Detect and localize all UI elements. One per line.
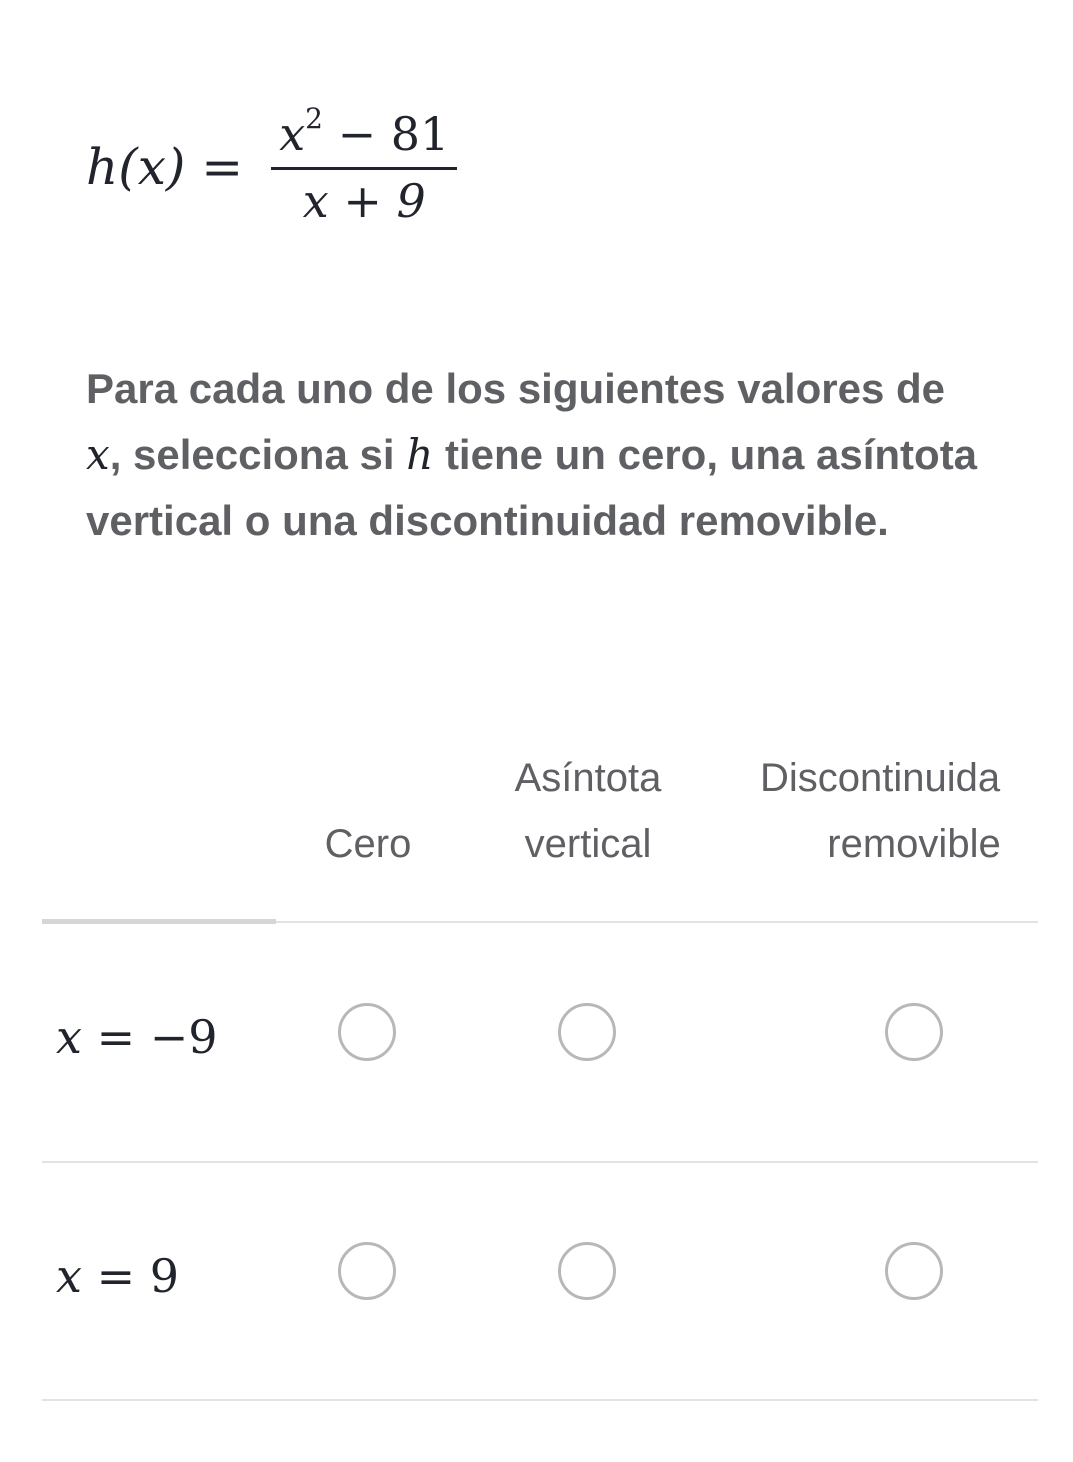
radio-row1-asintota-vertical[interactable] (558, 1003, 616, 1061)
function-formula (86, 92, 457, 242)
question-part3: tiene un cero, una asíntota vertical o una discontinuidad removible. (86, 431, 978, 544)
column-header-cero (268, 811, 468, 877)
radio-row2-discontinuidad-removible[interactable] (885, 1242, 943, 1300)
formula-denominator: x + 9 (302, 173, 426, 228)
table-bottom-divider (42, 1399, 1038, 1401)
formula-numerator (271, 101, 457, 170)
row-divider (42, 1161, 1038, 1163)
column-header-discontinuidad (748, 745, 1038, 877)
radio-row2-asintota-vertical[interactable] (558, 1242, 616, 1300)
column-header-discontinuidad-line1: Discontinuida (760, 756, 1001, 800)
radio-row1-discontinuidad-removible[interactable] (885, 1003, 943, 1061)
column-header-asintota (458, 745, 718, 877)
row-2-rest: = 9 (81, 1249, 180, 1303)
numerator-base: x (279, 106, 306, 161)
question-var-x: x (86, 430, 110, 479)
numerator-rest: − 81 (322, 106, 450, 161)
row-label-x-minus-9 (56, 1010, 218, 1064)
column-header-discontinuidad-line2: removible (827, 822, 1001, 866)
column-header-cero-label: Cero (324, 822, 412, 866)
formula-fraction (271, 101, 457, 228)
radio-row1-cero[interactable] (338, 1003, 396, 1061)
column-header-asintota-line2: vertical (524, 822, 652, 866)
row-1-var: x (56, 1010, 82, 1064)
row-2-var: x (56, 1249, 82, 1303)
numerator-exponent: 2 (305, 101, 323, 135)
radio-row2-cero[interactable] (338, 1242, 396, 1300)
formula-lhs: h(x) = (86, 138, 244, 196)
row-1-rest: = −9 (81, 1010, 218, 1064)
row-label-header-divider (42, 919, 276, 924)
question-var-h: h (406, 430, 434, 479)
column-header-asintota-line1: Asíntota (514, 756, 662, 800)
question-text (86, 356, 986, 554)
row-label-x-9 (56, 1249, 179, 1303)
question-part2: , selecciona si (109, 431, 395, 478)
question-part1: Para cada uno de los siguientes valores de (86, 365, 945, 412)
